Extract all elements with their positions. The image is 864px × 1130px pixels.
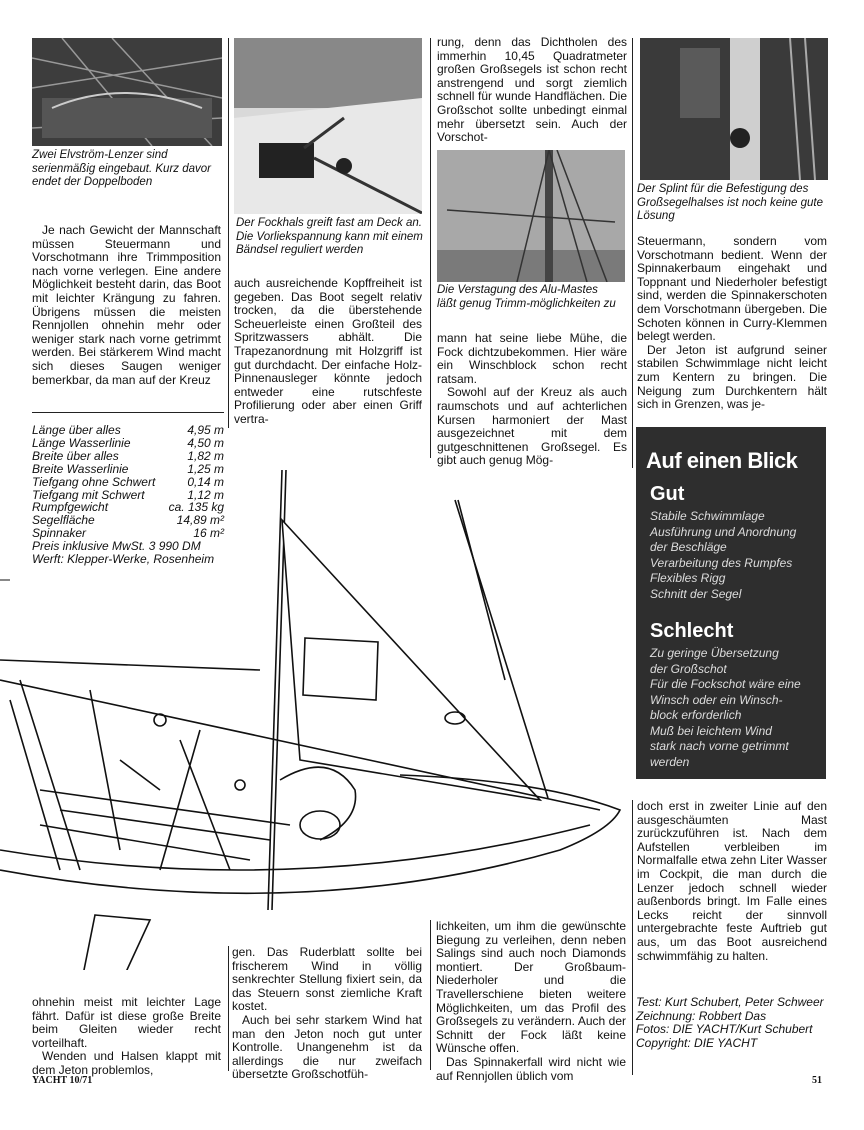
photo4-caption: Der Splint für die Befestigung des Großsegelhalses ist noch keine gute Lösung xyxy=(637,183,824,222)
col1-bottom-paragraph-1: ohnehin meist mit leichter Lage fährt. Dafür ist diese große Breite beim Gleiten wieder recht vorteilhaft. xyxy=(32,995,221,1050)
summary-bad-item: Winsch oder ein Winsch- xyxy=(650,692,783,707)
summary-good-item: Flexibles Rigg xyxy=(650,571,726,585)
photo1-caption: Zwei Elvström-Lenzer sind serienmäßig eingebaut. Kurz davor endet der Doppelboden xyxy=(32,149,211,188)
column-rule xyxy=(228,946,229,1071)
spec-yard: Werft: Klepper-Werke, Rosenheim xyxy=(32,552,215,567)
summary-bad-item: werden xyxy=(650,754,690,769)
summary-good-item: Schnitt der Segel xyxy=(650,586,742,601)
col4-top-paragraph-1: Steuermann, sondern vom Vorschotmann bedient. Wenn der Spinnakerbaum eingehakt und Toppnant und Niederholer befestigt sind, werden die Spinnakerschoten dem Vorschotmann übergeben. Die Schoten können in Curry-Klemmen belegt werden. xyxy=(637,234,827,344)
photo2-caption: Der Fockhals greift fast am Deck an. Die Vorliekspannung kann mit einem Bändsel reguliert werden xyxy=(236,217,423,256)
spec-row: Tiefgang ohne Schwert 0,14 m xyxy=(32,474,224,489)
col2-top-text xyxy=(234,277,422,427)
spec-price: Preis inklusive MwSt. 3 990 DM xyxy=(32,539,201,554)
col2-bottom-paragraph-2: Auch bei sehr starkem Wind hat man den Jeton noch gut unter Kontrolle. Unangenehm ist da allerdings die nur zweifach übersetzte Großschotfüh- xyxy=(232,1012,422,1082)
photo-bailers xyxy=(32,38,222,146)
photo3-caption: Die Verstagung des Alu-Mastes läßt genug Trimm-möglichkeiten zu xyxy=(437,284,616,310)
spec-row: Segelfläche 14,89 m² xyxy=(32,513,224,528)
spec-row: Rumpfgewicht ca. 135 kg xyxy=(32,500,224,515)
summary-good-item: der Beschläge xyxy=(650,540,727,554)
summary-bad-heading: Schlecht xyxy=(650,620,734,642)
col3-bottom-text xyxy=(436,920,626,1083)
col3-bottom-paragraph-2: Das Spinnakerfall wird nicht wie auf Rennjollen üblich vom xyxy=(436,1054,626,1083)
col3-top-text xyxy=(437,36,627,145)
col3-mid-paragraph-2: Sowohl auf der Kreuz als auch raumschots und auf achterlichen Kursen harmoniert der Mast ausgezeichnet mit dem gutgeschnittenen Großsegel. Es gibt auch genug Mög- xyxy=(437,385,627,468)
credits xyxy=(636,996,828,1050)
boat-drawing xyxy=(0,430,640,970)
spec-row: Länge über alles 4,95 m xyxy=(32,423,224,437)
column-rule xyxy=(430,38,431,458)
summary-bad-item: der Großschot xyxy=(650,661,727,676)
column-rule xyxy=(632,800,633,1075)
column-rule xyxy=(430,920,431,1070)
summary-box xyxy=(636,427,826,779)
col4-top-paragraph-2: Der Jeton ist aufgrund seiner stabilen Schwimmlage nicht leicht zum Kentern zu bringen. Die Neigung zum Durchkentern hält sich in Grenzen, was je- xyxy=(637,342,827,412)
col1-bottom-paragraph-2: Wenden und Halsen klappt mit dem Jeton problemlos, xyxy=(32,1049,221,1077)
credit-line: Fotos: DIE YACHT/Kurt Schubert xyxy=(636,1022,813,1036)
summary-bad-item: Muß bei leichtem Wind xyxy=(650,723,772,738)
col1-top-paragraph: Je nach Gewicht der Mannschaft müssen Steuermann und Vorschotmann ihre Trimmposition nach vorne verlegen. Eine andere Möglichkeit besteht darin, das Boot mit leichter Krängung zu fahren. Übrigens müssen die meisten Rennjollen ohnehin mehr oder weniger stark nach vorne getrimmt werden. Bei stärkerem Wind macht sich dieses Saugen weniger bemerkbar, da man auf der Kreuz xyxy=(32,223,221,387)
col3-top-paragraph: rung, denn das Dichtholen des immerhin 10,45 Quadratmeter großen Großsegels ist schon recht anstrengend und sorgt ziemlich schnell für wunde Handflächen. Die Großschot sollte unbedingt einmal mehr übersetzt sein. Auch der Vorschot- xyxy=(437,35,627,145)
photo-mast-stays xyxy=(437,150,625,282)
photo-fockhals xyxy=(234,38,422,214)
footer-page-number: 51 xyxy=(812,1075,822,1086)
spec-row: Breite über alles 1,82 m xyxy=(32,448,224,463)
col4-bottom-paragraph: doch erst in zweiter Linie auf den ausgeschäumten Mast zurückzuführen ist. Nach dem Aufstellen verbleiben im Normalfalle etwa zehn Liter Wasser im Cockpit, die man durch die Lenzer jedoch schnell wieder außenbords bringt. Im Falle eines Lecks reicht der sinnvoll untergebrachte feste Auftrieb gut aus, um das Boot ausreichend schwimmfähig zu halten. xyxy=(637,799,827,963)
col2-bottom-text xyxy=(232,946,422,1082)
summary-good-item: Ausführung und Anordnung xyxy=(650,524,797,539)
column-rule xyxy=(228,38,229,428)
summary-box-title: Auf einen Blick xyxy=(646,448,798,473)
specs-rule xyxy=(32,412,224,413)
credit-line: Zeichnung: Robbert Das xyxy=(636,1008,767,1023)
summary-bad-item: Für die Fockschot wäre eine xyxy=(650,677,801,691)
col2-top-paragraph: auch ausreichende Kopffreiheit ist gegeben. Das Boot segelt relativ trocken, da die überstehende Scheuerleiste einen Großteil des Spritzwassers abhält. Die Trapezanordnung mit Holzgriff ist gut durchdacht. Der einfache Holz-Pinnenausleger könnte jedoch entweder eine rutschfeste Profilierung oder aber einen Griff vertra- xyxy=(234,276,422,426)
credit-line: Test: Kurt Schubert, Peter Schweer xyxy=(636,995,824,1009)
summary-bad-item: Zu geringe Übersetzung xyxy=(650,646,779,660)
spec-row: Spinnaker 16 m² xyxy=(32,526,224,541)
summary-good-heading: Gut xyxy=(650,483,685,505)
footer-magazine: YACHT 10/71 xyxy=(32,1075,93,1086)
col1-top-text xyxy=(32,224,221,387)
summary-bad-item: block erforderlich xyxy=(650,708,742,722)
spec-row: Tiefgang mit Schwert 1,12 m xyxy=(32,487,224,502)
col1-bottom-text xyxy=(32,996,221,1078)
col3-bottom-paragraph-1: lichkeiten, um ihm die gewünschte Biegung zu verleihen, denn neben Salings sind auch noch Diamonds montiert. Der Großbaum-Niederholer und die Travellerschiene bieten weitere Möglichkeiten, um das Profil des Großsegels zu verändern. Auch der Schnitt der Fock läßt keine Wünsche offen. xyxy=(436,919,626,1056)
photo-splint xyxy=(640,38,828,180)
summary-good-item: Verarbeitung des Rumpfes xyxy=(650,555,793,570)
summary-bad-item: stark nach vorne getrimmt xyxy=(650,739,789,753)
col4-top-text xyxy=(637,235,827,412)
spec-row: Länge Wasserlinie 4,50 m xyxy=(32,435,224,450)
col4-bottom-text xyxy=(637,800,827,963)
col3-mid-paragraph-1: mann hat seine liebe Mühe, die Fock dichtzubekommen. Hier wäre ein Winschblock schon recht ratsam. xyxy=(437,331,627,386)
spec-row: Breite Wasserlinie 1,25 m xyxy=(32,461,224,476)
column-rule xyxy=(632,38,633,468)
col2-bottom-paragraph-1: gen. Das Ruderblatt sollte bei frischerem Wind in völlig senkrechter Stellung fixiert sein, da das Steuern sonst ziemliche Kraft kostet. xyxy=(232,945,422,1014)
summary-good-item: Stabile Schwimmlage xyxy=(650,509,765,523)
credit-line: Copyright: DIE YACHT xyxy=(636,1035,758,1050)
